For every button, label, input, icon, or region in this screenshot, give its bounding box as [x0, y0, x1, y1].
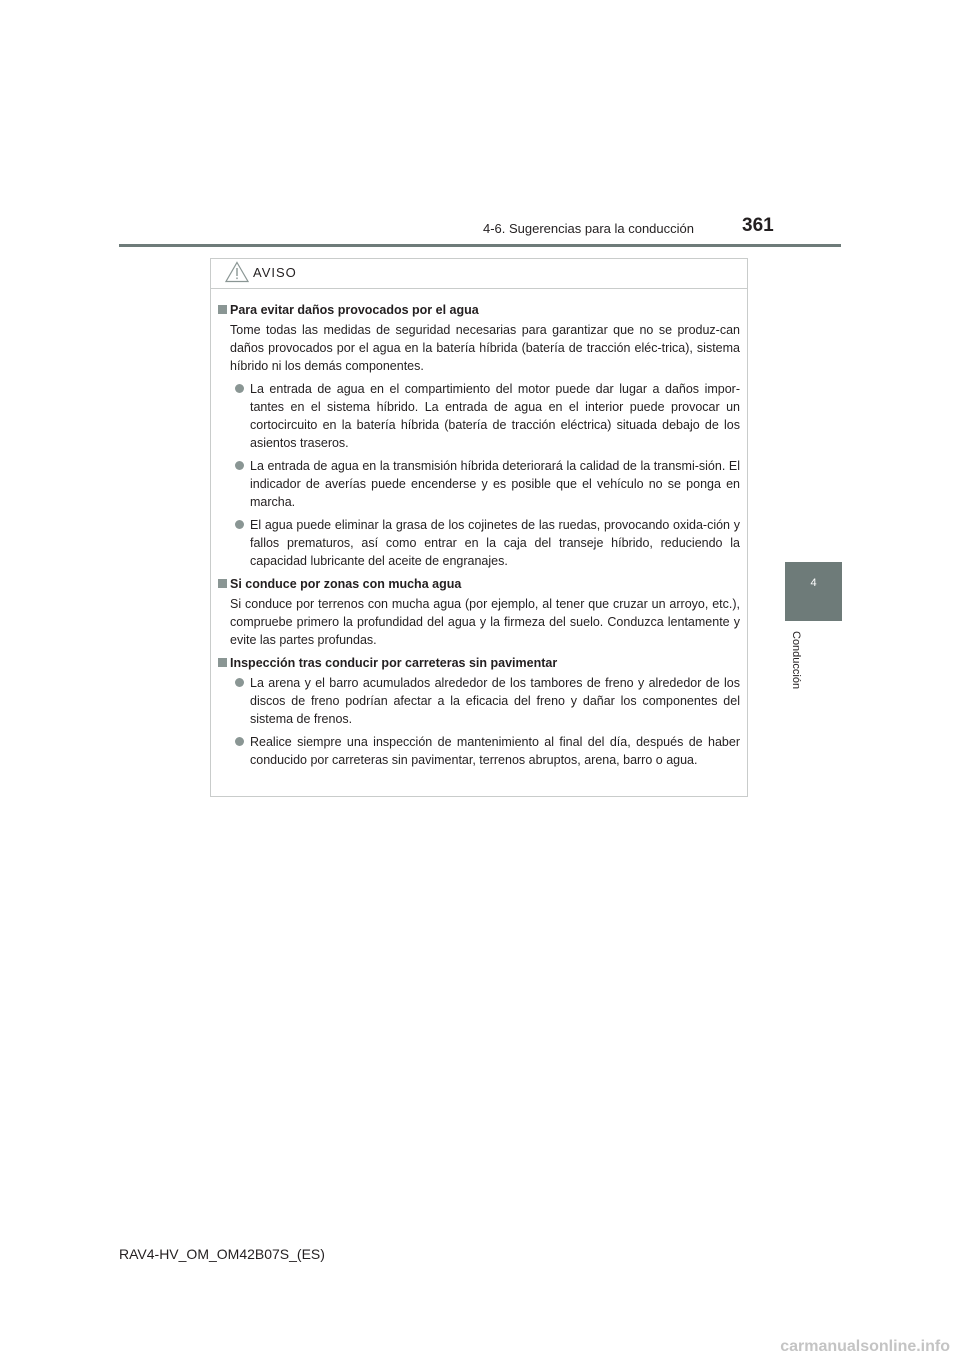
page-number: 361	[742, 215, 774, 236]
bullet-item	[218, 380, 740, 452]
section-water-damage	[218, 301, 740, 570]
bullet-dot-icon	[235, 678, 244, 687]
bullet-dot-icon	[235, 520, 244, 529]
warning-header	[211, 259, 747, 289]
bullet-text: La entrada de agua en el compartimiento del motor puede dar lugar a daños impor-tantes en el sistema híbrido. La entrada de agua en el interior puede provocar un cortocircuito en la batería híbrida (batería de tracción eléctrica) situada debajo de los asientos traseros.	[250, 382, 740, 450]
side-tab	[785, 562, 842, 621]
section-heading-text: Para evitar daños provocados por el agua	[230, 303, 479, 317]
section-heading-text: Inspección tras conducir por carreteras sin pavimentar	[230, 656, 558, 670]
section-heading-text: Si conduce por zonas con mucha agua	[230, 577, 462, 591]
watermark: carmanualsonline.info	[780, 1338, 950, 1355]
bullet-item	[218, 457, 740, 511]
side-tab-number: 4	[810, 577, 817, 589]
section-heading	[218, 654, 740, 672]
section-unpaved-inspection	[218, 654, 740, 769]
section-intro: Tome todas las medidas de seguridad necesarias para garantizar que no se produz-can daños provocados por el agua en la batería híbrida (batería de tracción eléc-trica), sistema híbrido ni los demás componentes.	[230, 323, 740, 373]
footer-code: RAV4-HV_OM_OM42B07S_(ES)	[119, 1246, 325, 1262]
warning-box	[210, 258, 748, 797]
square-marker-icon	[218, 658, 227, 667]
bullet-dot-icon	[235, 384, 244, 393]
header-rule	[119, 244, 841, 247]
section-deep-water	[218, 575, 740, 649]
bullet-dot-icon	[235, 737, 244, 746]
bullet-item	[218, 516, 740, 570]
section-intro: Si conduce por terrenos con mucha agua (por ejemplo, al tener que cruzar un arroyo, etc.), compruebe primero la profundidad del agua y la firmeza del suelo. Conduzca lentamente y evite las partes profundas.	[230, 597, 740, 647]
bullet-item	[218, 674, 740, 728]
header-section-title: 4-6. Sugerencias para la conducción	[482, 221, 694, 236]
warning-body	[211, 289, 747, 769]
bullet-text: La arena y el barro acumulados alrededor de los tambores de freno y alrededor de los discos de freno podrían afectar a la eficacia del freno y dañar los componentes del sistema de frenos.	[250, 676, 740, 726]
bullet-item	[218, 733, 740, 769]
bullet-dot-icon	[235, 461, 244, 470]
section-heading	[218, 575, 740, 593]
bullet-text: Realice siempre una inspección de mantenimiento al final del día, después de haber conducido por carreteras sin pavimentar, terrenos abruptos, arena, barro o agua.	[250, 735, 740, 767]
bullet-text: El agua puede eliminar la grasa de los cojinetes de las ruedas, provocando oxida-ción y fallos prematuros, así como entrar en la caja del transeje híbrido, reduciendo la capacidad lubricante del aceite de engranajes.	[250, 518, 740, 568]
warning-triangle-icon	[225, 261, 249, 283]
section-heading	[218, 301, 740, 319]
bullet-text: La entrada de agua en la transmisión híbrida deteriorará la calidad de la transmi-sión. El indicador de averías puede encenderse y es posible que el vehículo no se ponga en marcha.	[250, 459, 740, 509]
warning-title: AVISO	[253, 265, 297, 280]
side-tab-label: Conducción	[790, 631, 802, 690]
square-marker-icon	[218, 579, 227, 588]
square-marker-icon	[218, 305, 227, 314]
